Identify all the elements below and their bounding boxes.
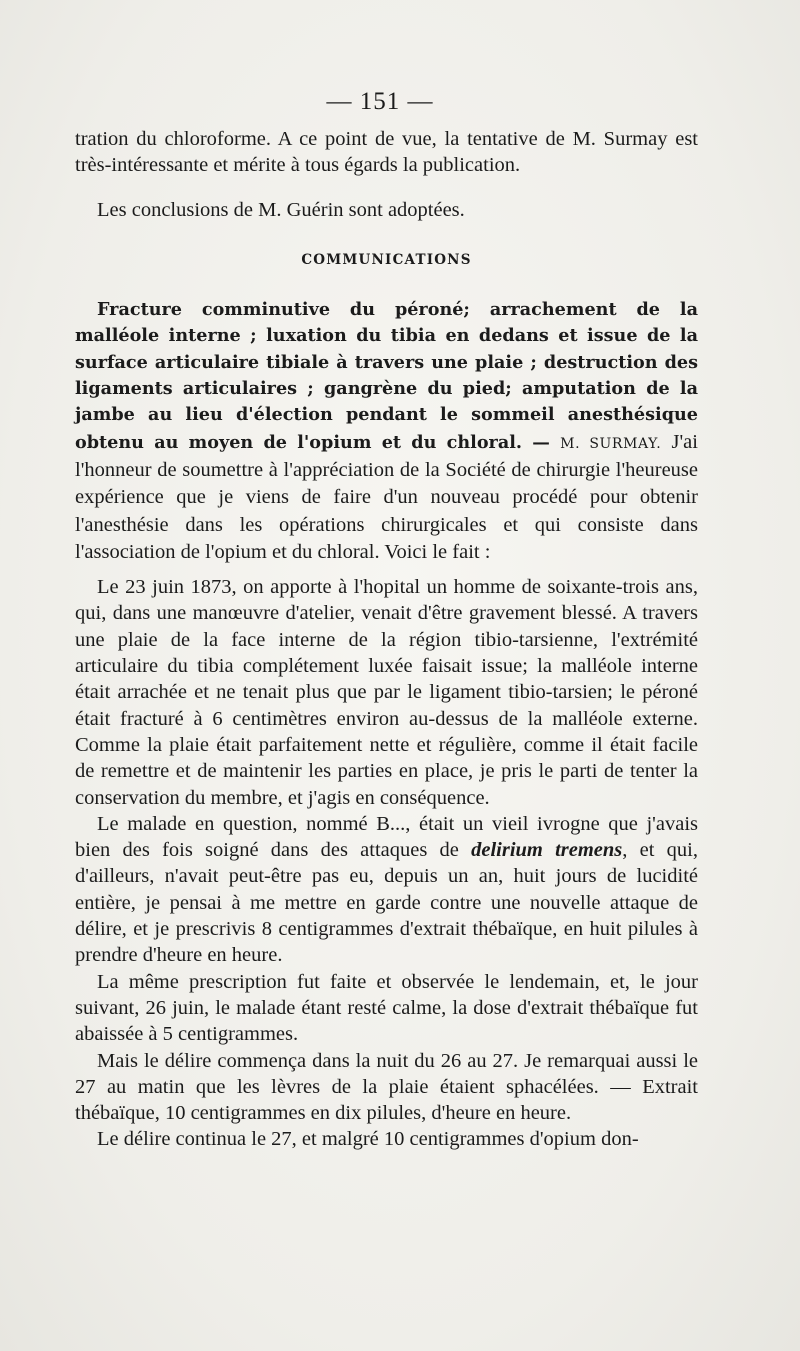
paragraph-continued: Le délire continua le 27, et malgré 10 centigrammes d'opium don- xyxy=(97,1128,639,1151)
paragraph-continuation: tration du chloroforme. A ce point de vue, la tentative de M. Surmay est très-intéressante et mérite à tous égards la publication. xyxy=(75,128,698,177)
section-heading: COMMUNICATIONS xyxy=(301,251,472,268)
communication-intro: J'ai l'honneur de soumettre à l'appréciation de la Société de chirurgie l'heureuse expérience que je viens de faire d'un nouveau procédé pour obtenir l'anesthésie dans les opérations chirurgicales et qui consiste dans l'association de l'opium et du chloral. Voici le fait : xyxy=(75,430,698,563)
patient-text-italic: delirium tremens xyxy=(471,839,623,862)
paragraph-patient xyxy=(75,811,698,969)
communication-title: Fracture comminutive du péroné; arrachement de la malléole interne ; luxation du tibia en dedans et issue de la surface articulaire tibiale à travers une plaie ; destruction des ligaments articulaires ; gangrène du pied; amputation de la jambe au lieu d'élection pendant le sommeil anesthésique obtenu au moyen de l'opium et du chloral. — xyxy=(75,299,698,453)
paragraph-prescription: La même prescription fut faite et observée le lendemain, et, le jour suivant, 26 juin, le malade étant resté calme, la dose d'extrait thébaïque fut abaissée à 5 centigrammes. xyxy=(75,970,698,1046)
patient-text-after: , et qui, d'ailleurs, n'avait peut-être pas eu, depuis un an, huit jours de lucidité entière, je pensai à me mettre en garde contre une nouvelle attaque de délire, et je prescrivis 8 centigrammes d'extrait thébaïque, en huit pilules à prendre d'heure en heure. xyxy=(75,839,698,967)
communication-author: M. SURMAY. xyxy=(560,435,662,452)
communication-paragraph xyxy=(75,297,698,566)
page-number: — 151 — xyxy=(326,88,434,115)
paragraph-case-report: Le 23 juin 1873, on apporte à l'hopital un homme de soixante-trois ans, qui, dans une manœuvre d'atelier, venait d'être gravement blessé. A travers une plaie de la face interne de la région tibio-tarsienne, l'extrémité articulaire du tibia complétement luxée faisait issue; la malléole interne était arrachée et ne tenait plus que par le ligament tibio-tarsien; le péroné était fracturé à 6 centimètres environ au-dessus de la malléole externe. Comme la plaie était parfaitement nette et régulière, comme il était facile de remettre et de maintenir les parties en place, je pris le parti de tenter la conservation du membre, et j'agis en conséquence. xyxy=(75,576,698,809)
text-column xyxy=(75,126,698,1153)
paragraph-delirium: Mais le délire commença dans la nuit du 26 au 27. Je remarquai aussi le 27 au matin que les lèvres de la plaie étaient sphacélées. — Extrait thébaïque, 10 centigrammes en dix pilules, d'heure en heure. xyxy=(75,1049,698,1125)
paragraph-conclusions: Les conclusions de M. Guérin sont adoptées. xyxy=(97,198,465,221)
patient-text-before: Le malade en question, nommé B..., était un vieil ivrogne que j'avais bien des fois soigné dans des attaques de xyxy=(75,812,698,862)
